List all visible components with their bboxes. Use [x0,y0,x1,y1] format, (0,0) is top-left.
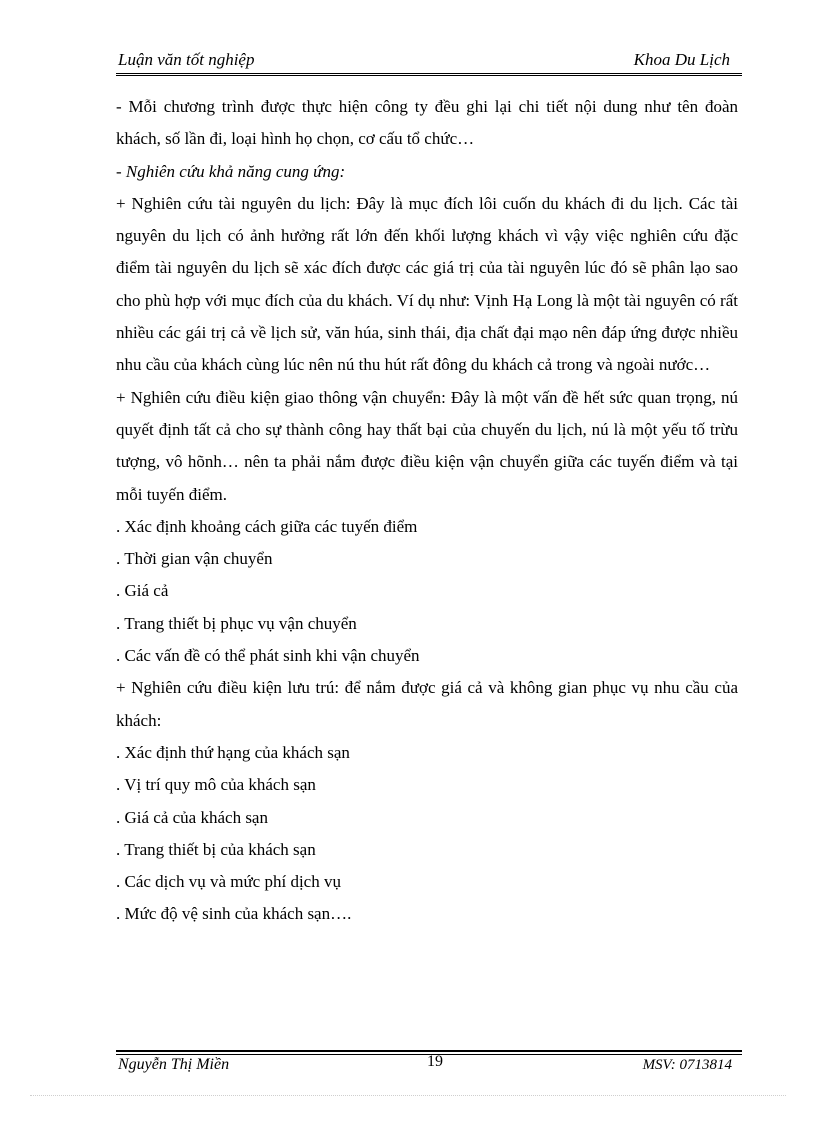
header-thesis-title: Luận văn tốt nghiệp [118,50,255,69]
list-item: . Các vấn đề có thể phát sinh khi vận chuyển [116,646,420,666]
list-item: . Thời gian vận chuyển [116,549,273,569]
footer-rule [116,1050,742,1052]
section-heading: - Nghiên cứu khả năng cung ứng: [116,161,346,181]
list-item: . Giá cả của khách sạn [116,807,268,827]
page-header [116,50,740,72]
page-edge-divider [30,1095,786,1096]
paragraph: - Mỗi chương trình được thực hiện công ty đều ghi lại chi tiết nội dung như tên đoàn khách, số lần đi, loại hình họ chọn, cơ cấu tổ chức… [116,97,738,149]
list-item: . Giá cả [116,581,169,601]
paragraph: + Nghiên cứu tài nguyên du lịch: Đây là mục đích lôi cuốn du khách đi du lịch. Các tài nguyên du lịch có ảnh hưởng rất lớn đến khối lượng khách vì vậy việc nghiên cứu đặc điểm tài nguyên du lịch sẽ xác đích được các giá trị của tài nguyên lúc đó sẽ phân lạo sao cho phù hợp với mục đích của du khách. Ví dụ như: Vịnh Hạ Long là một tài nguyên có rất nhiều các gái trị cả về lịch sử, văn húa, sinh thái, địa chất đại mạo nên đáp ứng được nhiều nhu cầu của khách cùng lúc nên nú thu hút rất đông du khách cả trong và ngoài nước… [116,193,738,375]
footer-student-id: MSV: 0713814 [642,1057,732,1073]
list-item: . Mức độ vệ sinh của khách sạn…. [116,904,352,924]
list-item: . Xác định khoảng cách giữa các tuyến điểm [116,516,418,536]
paragraph: + Nghiên cứu điều kiện lưu trú: để nắm được giá cả và không gian phục vụ nhu cầu của khách: [116,678,738,730]
list-item: . Trang thiết bị phục vụ vận chuyển [116,613,357,633]
page-footer [116,1054,740,1076]
header-faculty: Khoa Du Lịch [633,50,730,69]
list-item: . Trang thiết bị của khách sạn [116,839,316,859]
page-number: 19 [427,1053,443,1070]
list-item: . Các dịch vụ và mức phí dịch vụ [116,872,341,892]
header-rule [116,73,742,76]
list-item: . Xác định thứ hạng của khách sạn [116,742,350,762]
list-item: . Vị trí quy mô của khách sạn [116,775,316,795]
page-body [116,91,738,931]
footer-author: Nguyễn Thị Miền [118,1056,230,1073]
paragraph: + Nghiên cứu điều kiện giao thông vận chuyển: Đây là một vấn đề hết sức quan trọng, nú quyết định tất cả cho sự thành công hay thất bại của chuyến du lịch, nú là một yếu tố trừu tượng, vô hõnh… nên ta phải nắm được điều kiện vận chuyển giữa các tuyến điểm và tại mỗi tuyến điểm. [116,387,738,504]
